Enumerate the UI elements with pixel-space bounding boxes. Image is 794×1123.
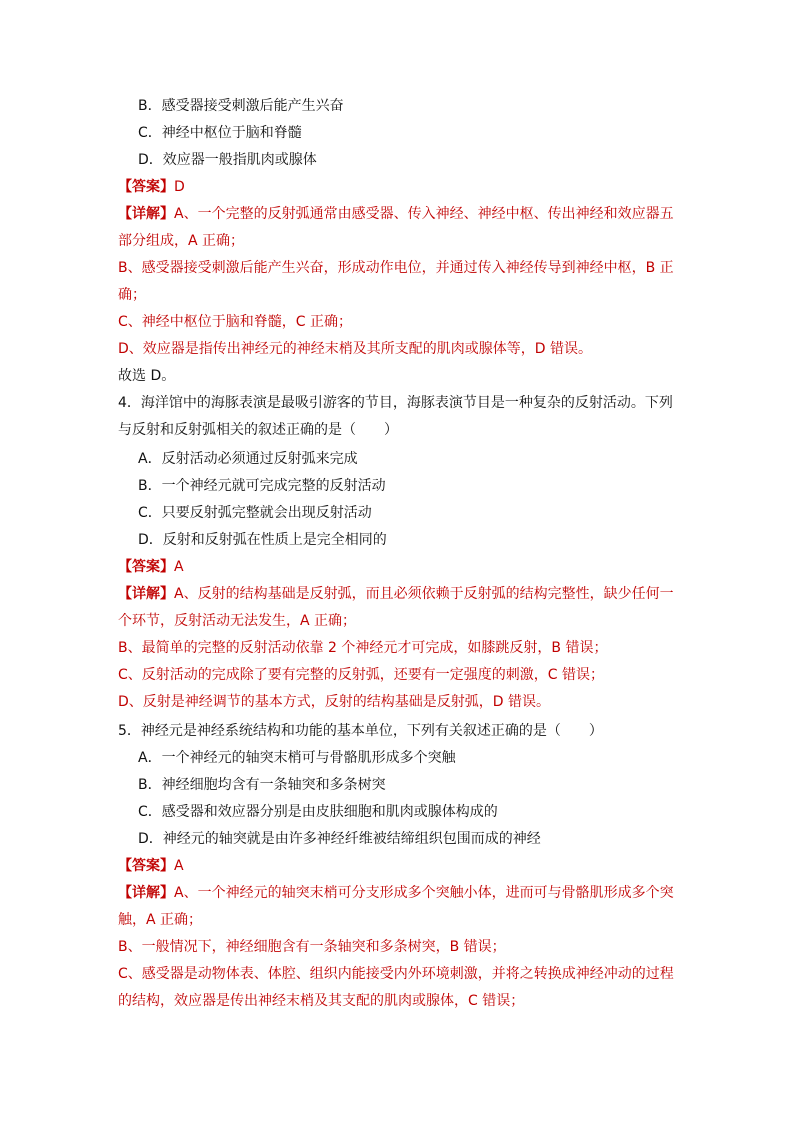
q5-option-b: B．神经细胞均含有一条轴突和多条树突 bbox=[138, 777, 386, 793]
answer-label: 【答案】 bbox=[118, 179, 174, 195]
q5-detail-line-5: 的结构，效应器是传出神经末梢及其支配的肌肉或腺体，C 错误； bbox=[118, 993, 525, 1009]
answer-value: A bbox=[174, 858, 184, 874]
q4-option-b: B．一个神经元就可完成完整的反射活动 bbox=[138, 478, 386, 494]
q4-stem-line-1: 4．海洋馆中的海豚表演是最吸引游客的节目，海豚表演节目是一种复杂的反射活动。下列 bbox=[118, 395, 673, 411]
q5-answer bbox=[118, 856, 678, 876]
detail-label: 【详解】 bbox=[118, 206, 174, 222]
q4-option-d: D．反射和反射弧在性质上是完全相同的 bbox=[138, 532, 387, 548]
q5-detail-line-4: C、感受器是动物体表、体腔、组织内能接受内外环境刺激，并将之转换成神经冲动的过程 bbox=[118, 966, 674, 982]
answer-value: D bbox=[174, 179, 185, 195]
q3-option-b: B．感受器接受刺激后能产生兴奋 bbox=[138, 98, 344, 114]
q4-detail-line-3: B、最简单的完整的反射活动依靠 2 个神经元才可完成，如膝跳反射，B 错误； bbox=[118, 640, 608, 656]
q4-detail-line-2: 个环节，反射活动无法发生，A 正确； bbox=[118, 613, 357, 629]
q3-option-d: D．效应器一般指肌肉或腺体 bbox=[138, 152, 317, 168]
q3-detail-line-4: 确； bbox=[118, 287, 146, 303]
q5-detail-line-3: B、一般情况下，神经细胞含有一条轴突和多条树突，B 错误； bbox=[118, 939, 506, 955]
q3-detail-line-5: C、神经中枢位于脑和脊髓，C 正确； bbox=[118, 314, 353, 330]
q4-detail-line-4: C、反射活动的完成除了要有完整的反射弧，还要有一定强度的刺激，C 错误； bbox=[118, 667, 604, 683]
answer-label: 【答案】 bbox=[118, 559, 174, 575]
q4-option-a: A．反射活动必须通过反射弧来完成 bbox=[138, 451, 358, 467]
answer-value: A bbox=[174, 559, 184, 575]
q4-stem-line-2: 与反射和反射弧相关的叙述正确的是（ ） bbox=[118, 422, 398, 438]
q5-stem-line-1: 5．神经元是神经系统结构和功能的基本单位，下列有关叙述正确的是（ ） bbox=[118, 723, 603, 739]
answer-label: 【答案】 bbox=[118, 858, 174, 874]
detail-text: A、一个神经元的轴突末梢可分支形成多个突触小体，进而可与骨骼肌形成多个突 bbox=[174, 885, 674, 901]
q4-answer bbox=[118, 557, 678, 577]
q3-detail-line-3: B、感受器接受刺激后能产生兴奋，形成动作电位，并通过传入神经传导到神经中枢，B 正 bbox=[118, 260, 674, 276]
q3-detail-line-1 bbox=[118, 204, 678, 224]
q5-detail-line-2: 触，A 正确； bbox=[118, 912, 203, 928]
q5-detail-line-1 bbox=[118, 883, 678, 903]
detail-label: 【详解】 bbox=[118, 885, 174, 901]
q5-option-c: C．感受器和效应器分别是由皮肤细胞和肌肉或腺体构成的 bbox=[138, 804, 498, 820]
detail-label: 【详解】 bbox=[118, 586, 174, 602]
q3-detail-line-6: D、效应器是指传出神经元的神经末梢及其所支配的肌肉或腺体等，D 错误。 bbox=[118, 341, 593, 357]
q4-detail-line-5: D、反射是神经调节的基本方式，反射的结构基础是反射弧，D 错误。 bbox=[118, 694, 551, 710]
q5-option-d: D．神经元的轴突就是由许多神经纤维被结缔组织包围而成的神经 bbox=[138, 831, 541, 847]
q3-option-c: C．神经中枢位于脑和脊髓 bbox=[138, 125, 302, 141]
detail-text: A、一个完整的反射弧通常由感受器、传入神经、神经中枢、传出神经和效应器五 bbox=[174, 206, 674, 222]
q4-detail-line-1 bbox=[118, 584, 678, 604]
q3-conclusion: 故选 D。 bbox=[118, 368, 176, 384]
q4-option-c: C．只要反射弧完整就会出现反射活动 bbox=[138, 505, 372, 521]
detail-text: A、反射的结构基础是反射弧，而且必须依赖于反射弧的结构完整性，缺少任何一 bbox=[174, 586, 674, 602]
q3-detail-line-2: 部分组成，A 正确； bbox=[118, 233, 245, 249]
q3-answer bbox=[118, 177, 678, 197]
q5-option-a: A．一个神经元的轴突末梢可与骨骼肌形成多个突触 bbox=[138, 750, 456, 766]
